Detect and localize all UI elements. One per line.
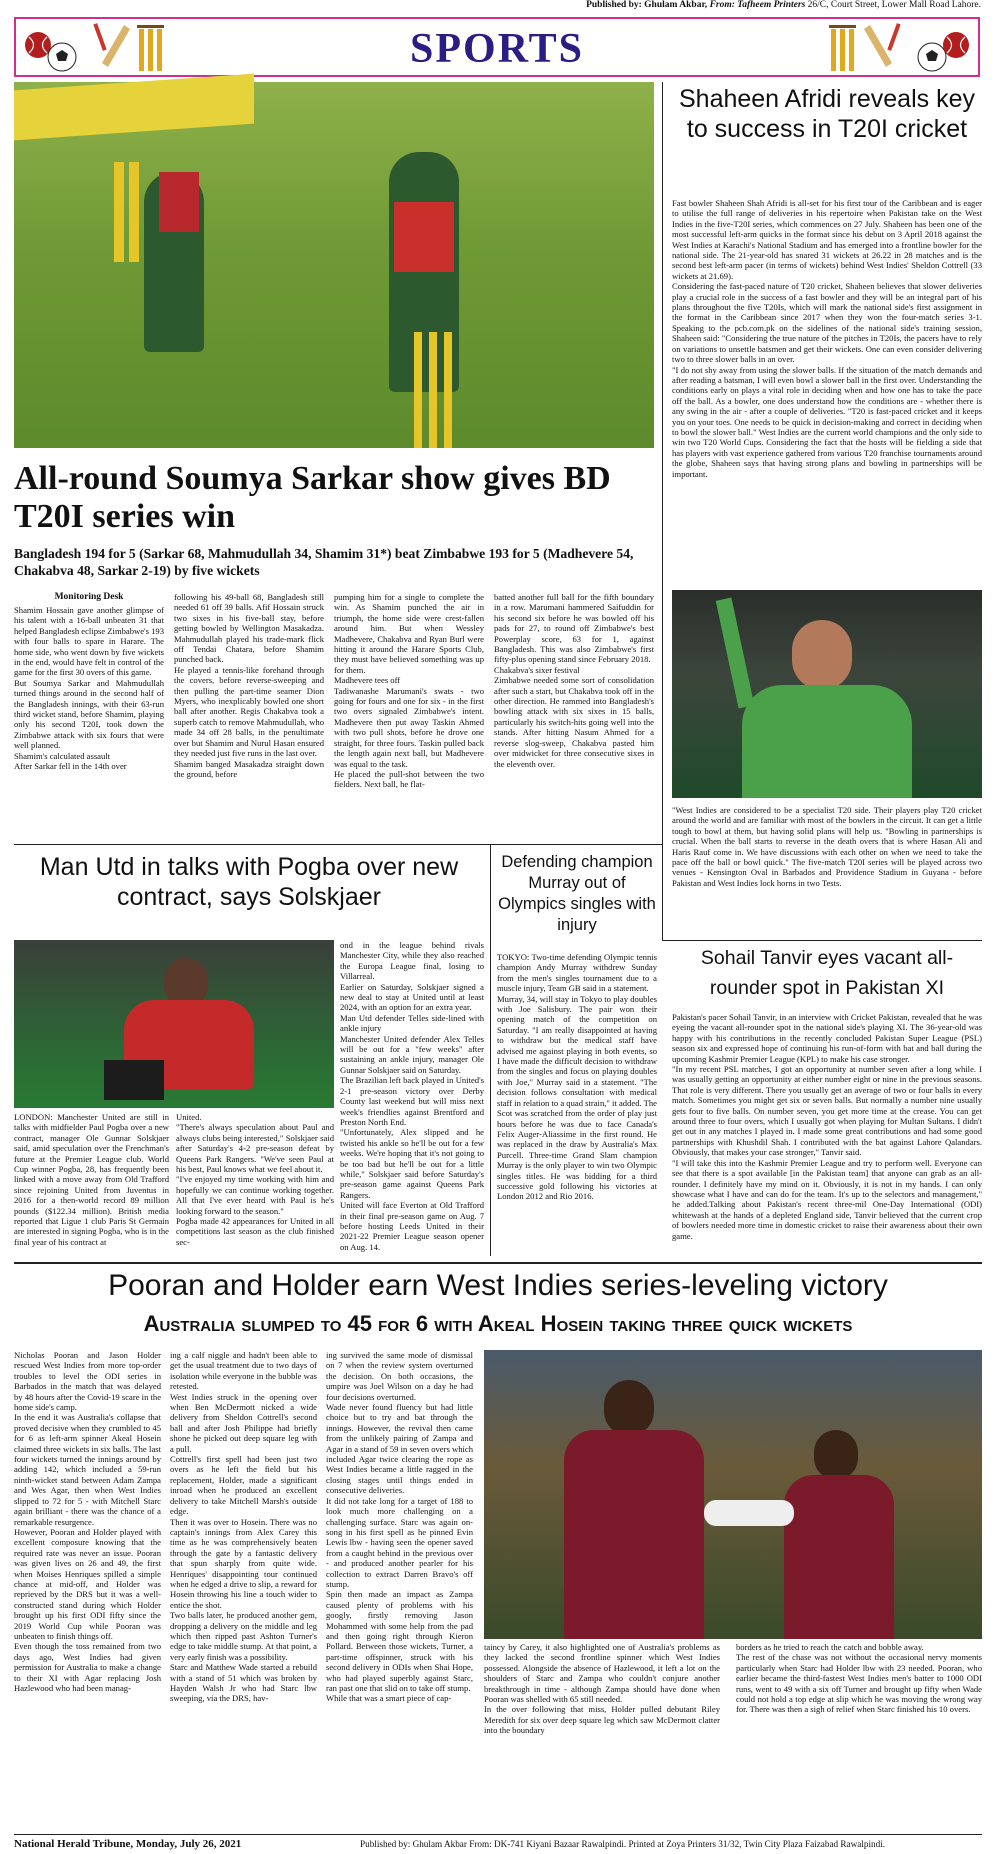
pooran-subhead: Australia slumped to 45 for 6 with Akeal Hosein taking three quick wickets [143, 1311, 853, 1336]
pooran-column-2: ing a calf niggle and hadn't been able to get the usual treatment due to two days of isolation while everyone in the bubble was retested. West Indies struck in the opening over when Ben McDermott nicked a wide delivery from Sheldon Cottrell's second ball and after Josh Philippe had briefly shone he picked out deep square leg with a pull. Cottrell's first spell had been just two overs as he left the field but his replacement, Holder, made a significant inroad when he produced an excellent delivery to take Mitchell Marsh's outside edge. Then it was over to Hosein. There was no captain's innings from Alex Carey this time as he was comprehensively beaten through the gate by a fantastic delivery that spun sharply from quite wide. Henriques' disappointing tour continued when he edged a drive to slip, a reward for Hosein throwing his line a touch wider to entice the shot. Two balls later, he produced another gem, dropping a delivery on the middle and leg which then ripped past Ashton Turner's edge to take middle stump. At that point, a very early finish was a possibility. Starc and Matthew Wade started a rebuild with a stand of 51 which was broken by Hayden Walsh Jr who had Starc lbw sweeping, via the DRS, hav- [170, 1350, 318, 1704]
printer-address: 26/C, Court Street, Lower Mall Road Lahore. [807, 0, 981, 10]
murray-headline: Defending champion Murray out of Olympics singles with injury [498, 853, 656, 934]
cricket-ball-icon [940, 29, 972, 61]
bangladesh-byline: Monitoring Desk [54, 592, 124, 602]
pooran-headline: Pooran and Holder earn West Indies series-leveling victory [108, 1269, 888, 1302]
bangladesh-column-2: following his 49-ball 68, Bangladesh still needed 61 off 39 balls. Afif Hossain struck two sixes in his five-ball stay, before getting bowled by Wellington Masakadza. Mahmudullah played his trade-mark flick off Tendai Chatara, before Shamim punched back. He played a tennis-like forehand through the covers, before reverse-sweeping and then pulling the part-time seamer Dion Myers, who inexplicably bowled one short ball after another. Regis Chakabva took a superb catch to remove Mahmudullah, who made 34 off 28 balls, in the penultimate over but Shamim and Nurul Hasan ensured they needed just five runs in the last over. Shamim banged Masakadza straight down the ground, before [174, 592, 324, 779]
publisher-name: Ghulam Akbar, [644, 0, 708, 10]
section-rule [14, 844, 662, 845]
murray-body: TOKYO: Two-time defending Olympic tennis champion Andy Murray withdrew Sunday from the men's singles tournament due to a muscle injury, Team GB said in a statement. Murray, 34, will stay in Tokyo to play doubles with Joe Salisbury. The pair won their opening match of the competition on Saturday. "I am really disappointed at having to withdraw but the medical staff have advised me against playing in both events, so I have made the difficult decision to withdraw from the singles and focus on playing doubles with Joe," Murray said in a statement. "The decision follows consultation with medical staff in relation to a quad strain," it added. The Scot was scratched from the order of play just hours before he was due to face Canada's Felix Auger-Aliassime in the first round. He was replaced in the draw by Australia's Max Purcell. Three-time Grand Slam champion Murray is the only player to win two Olympic singles titles. He was bidding for a third successive gold following his victories at London 2012 and Rio 2016. [497, 952, 657, 1202]
column-rule [662, 82, 663, 940]
bangladesh-column-3: pumping him for a single to complete the win. As Shamim punched the air in triumph, the home side were crest-fallen around him. But when Wessley Madhevere, Chakabva and Ryan Burl were hitting it around the Harare Sports Club, they must have believed something was up for them. Madhevere tees off Tadiwanashe Marumani's swats - two going for fours and one for six - in the first two overs signaled Zimbabwe's intent. Madhevere then put away Taskin Ahmed with two pull shots, before he drove one straight, for three fours. Taskin pulled back the length again next ball, but Madhevere was equal to the task. He placed the pull-shot between the two fielders. Next ball, he flat- [334, 592, 484, 790]
bangladesh-column-1: Shamim Hossain gave another glimpse of his talent with a 16-ball unbeaten 31 that helped Bangladesh eclipse Zimbabwe's 193 with four balls to spare in Harare. The home side, who went down by five wickets in the end, would have felt in control of the game for the first 30 overs of this game. But Soumya Sarkar and Mahmudullah turned things around in the second half of the Bangladesh innings, with their 63-run third wicket stand, before Shamim, playing only his second T20I, took down the Zimbabwe attack with six fours that were well planned. Shamim's calculated assault After Sarkar fell in the 14th over [14, 605, 164, 772]
bangladesh-deck: Bangladesh 194 for 5 (Sarkar 68, Mahmudullah 34, Shamim 31*) beat Zimbabwe 193 for 5 (Madhevere 54, Chakabva 48, Sarkar 2-19) by five wickets [14, 546, 634, 578]
sohail-body: Pakistan's pacer Sohail Tanvir, in an interview with Cricket Pakistan, revealed that he was eyeing the vacant all-rounder spot in the national side's playing XI. The 36-year-old was happy with his contributions in the recently concluded Pakistan Super League (PSL) season six and expressed hope of continuing his run-of-form with bat and ball during the upcoming Kashmir Premier League (KPL) to make his case stronger. "In my recent PSL matches, I got an opportunity at number seven after a long while. I was usually getting an opportunity at either number eight or nine in the previous seasons. That role is very different. There you usually get an average of two or four balls in every match. Sometimes you might get six or seven balls. But normally a number nine usually gets four to five balls. On number seven, you get more time at the crease. You can get around three to four overs, which I usually got when playing for Multan Sultans. I didn't get out in any matches I played in. I made some great contributions and had some good partnerships with Khushdil Shah. I contributed with the bat against Lahore Qalandars. Obviously, that makes your case stronger," Tanvir said. "I will take this into the Kashmir Premier League and try to perform well. Everyone can see that there is a spot available [in the Pakistan team] that anyone can grab as an all-rounder. I definitely have my mind on it. Obviously, it is not in my hands. I can only showcase what I have and can do for the team. It's up to the selectors and management," he added.Talking about Pakistan's recent three-mil One-Day International (ODI) whitewash at the hands of a depleted England side, Tanvir believed that the current crop of bowlers needed more time in domestic cricket to raise their awareness about their own game. [672, 1012, 982, 1241]
section-banner [14, 17, 980, 77]
bangladesh-headline: All-round Soumya Sarkar show gives BD T20I series win [14, 460, 611, 535]
shaheen-body-top: Fast bowler Shaheen Shah Afridi is all-set for his first tour of the Caribbean and is eager to utilise the full range of deliveries in his repertoire when Pakistan take on the West Indies in the five-T20I series, which commences on 27 July. Shaheen has been one of the most successful left-arm quicks in the format since his debut on 3 April 2018 against the West Indies at Karachi's National Stadium and has emerged into a frontline bowler for the national side. The 21-year-old has snared 31 wickets at 26.22 in 28 matches and is the second best left-arm pacer (in terms of wickets) behind West Indies' Sheldon Cottrell (33 wickets at 21.69). Considering the fast-paced nature of T20 cricket, Shaheen believes that slower deliveries play a crucial role in the success of a fast bowler and they will be an integral part of his plans throughout the five T20Is, which will mark the national side's first assignment in the format in the Caribbean since 2017 when they won the four-match series 3-1. Speaking to the pcb.com.pk on the sidelines of the national side's training session, Shaheen said: "Considering the true nature of the pitches in T20Is, the pacers have to rely on variations to unsettle batsmen and get their wickets. One can even consider delivering two to three slower balls in an over. "I do not shy away from using the slower balls. If the situation of the match demands and after reading a batsman, I will even bowl a slower ball in the first over. Understanding the conditions early on plays a vital role in deciding when and how one has to take the pace off the ball. As a bowler, one does understand how the conditions are - whether there is any swing in the air - after a couple of deliveries. "T20 is fast-paced cricket and it keeps you on your toes. One needs to be quick in decision-making and correct in deciding when to bowl the slower ball." West Indies are the current world champions and the only side to win two T20 World Cups. Considering the fact that the hosts will be fielding a side that has players with vast experience gathered from various T20 franchise tournaments around the globe, Shaheen says that having strong plans and bowling in partnerships will be important. [672, 198, 982, 479]
footer-dateline: National Herald Tribune, Monday, July 26, 2021 [14, 1838, 242, 1850]
bangladesh-column-4: batted another full ball for the fifth boundary in a row. Marumani hammered Saifuddin for his second six before he was bowled off his pads for 27, to round off Zimbabwe's best Powerplay score, 63 for 1, against Bangladesh. This was also Zimbabwe's first fifty-plus opening stand since February 2018. Chakabva's sixer festival Zimbabwe needed some sort of consolidation after such a start, but Chakabva took off in the other direction. He rammed into Bangladesh's bowling attack with six sixes in 15 balls, particularly his switch-hits going well into the stands. After hitting Nasum Ahmed for a reverse slog-sweep, Chakabva pasted him over midwicket for three consecutive sixes in the eleventh over. [494, 592, 654, 769]
shaheen-headline: Shaheen Afridi reveals key to success in T20I cricket [678, 85, 975, 143]
pogba-column-1: LONDON: Manchester United are still in talks with midfielder Paul Pogba over a new contract, manager Ole Gunnar Solskjaer said, amid speculation over the Frenchman's future at the Premier League club. World Cup winner Pogba, 28, has frequently been linked with a move away from Old Trafford since rejoining United from Juventus in 2016 for a then-world record 89 million pounds ($122.34 million). British media reported that Ligue 1 club Paris St Germain are interested in signing Pogba, who is in the final year of his contract at [14, 1112, 169, 1247]
photo-paul-pogba [14, 940, 334, 1108]
photo-shaheen-afridi [672, 590, 982, 798]
shaheen-body-bottom: "West Indies are considered to be a specialist T20 side. Their players play T20 cricket around the world and are familiar with most of the bowlers in the circuit. It can get a little tough to bowl at them, but having solid plans will help us. "Bowling in partnerships is crucial. When the ball starts to reverse in the death overs that is where Hasan Ali and Haris Rauf come in. We have discussions with each other on when we need to take the pace off the ball or bowl quick." The five-match T20I series will be played across two venues - Kensington Oval in Barbados and Providence Stadium in Guyana - before Pakistan and West Indies lock horns in two Tests. [672, 805, 982, 888]
section-rule [14, 1262, 982, 1264]
published-by-prefix: Published by: [586, 0, 642, 10]
sohail-headline: Sohail Tanvir eyes vacant all-rounder spot in Pakistan XI [700, 947, 954, 999]
pooran-column-4: taincy by Carey, it also highlighted one of Australia's problems as they lacked the second frontline spinner which West Indies possessed. Alongside the absence of Hazlewood, it left a lot on the shoulders of Starc and Zampa who couldn't conjure another breakthrough in time - although Zampa should have done when Pooran was shelled with 65 still needed. In the over following that miss, Holder pulled debutant Riley Meredith for six over deep square leg which saw McDermott clatter into the boundary [484, 1642, 720, 1736]
pogba-side-column: ond in the league behind rivals Manchester City, while they also reached the Europa League final, losing to Villarreal. Earlier on Saturday, Solskjaer signed a new deal to stay at United until at least 2024, with an option for an extra year. Man Utd defender Telles side-lined with ankle injury Manchester United defender Alex Telles will be out for a "few weeks" after sustaining an ankle injury, manager Ole Gunnar Solskjaer said on Saturday. The Brazilian left back played in United's 2-1 pre-season victory over Derby County last weekend but will miss next week's friendlies against Brentford and Preston North End. "Unfortunately, Alex slipped and he twisted his ankle so he'll be out for a few weeks. We're hoping that it's not going to be too bad but he'll be out for a little while," Solskjaer said before Saturday's pre-season game against Queens Park Rangers. United will face Everton at Old Trafford in their final pre-season game on Aug. 7 before hosting Leeds United in their 2021-22 Premier League season opener on Aug. 14. [340, 940, 484, 1252]
section-title: SPORTS [410, 26, 584, 72]
from-label: From: [709, 0, 735, 10]
pogba-headline: Man Utd in talks with Pogba over new contract, says Solskjaer [39, 853, 459, 911]
pooran-column-3: ing survived the same mode of dismissal on 7 when the review system overturned the decision. On both occasions, the umpire was Joel Wilson on a day he had four decisions overturned. Wade never found fluency but had little choice but to try and bat through the innings. However, the revival then came from the unlikely pairing of Zampa and Agar in a stand of 59 in seven overs which included Agar twice clearing the rope as West Indies became a little ragged in the closing stages until things ended in consecutive deliveries. It did not take long for a target of 188 to look much more challenging on a challenging surface. Starc was again on-song in his first spell as he pinned Evin Lewis lbw - having seen the opener saved from a caught behind in the previous over - and produced another pearler for his collection to extract Darren Bravo's off stump. Spin then made an impact as Zampa caused plenty of problems with his googly, firstly removing Jason Mohammed with some help from the pad and then going right through Kieron Pollard. Between those wickets, Turner, a part-time offspinner, struck with his second delivery in ODIs when Shai Hope, who had played superbly against Starc, ran past one that slid on to take off stump. While that was a smart piece of cap- [326, 1350, 473, 1704]
footer-rule [14, 1834, 982, 1835]
photo-pooran-holder [484, 1350, 982, 1639]
pooran-column-1: Nicholas Pooran and Jason Holder rescued West Indies from more top-order troubles to level the ODI series in Barbados in the match that was delayed by 48 hours after the Covid-19 scare in the home side's camp. In the end it was Australia's collapse that proved decisive when they crumbled to 45 for 6 as left-arm spinner Akeal Hosein claimed three wickets in six balls. The last four wickets turned the innings around by adding 142, which included a 59-run ninth-wicket stand between Adam Zampa and Wes Agar, then when West Indies slipped to 72 for 5 - with Mitchell Starc again brilliant - there was the chance of a remarkable resurgence. However, Pooran and Holder played with excellent composure knowing that the required rate was never an issue. Pooran was given lives on 26 and 49, the first when Moises Henriques spilled a simple chance at mid-off, and Holder was reprieved by the DRS but it was a well-constructed stand during which Holder brought up his first ODI fifty since the 2019 World Cup while Pooran was unbeaten to finish things off. Even though the toss remained from two days ago, West Indies had given permission for Australia to make a change to their XI with Agar replacing Josh Hazlewood who had been manag- [14, 1350, 162, 1693]
footer-publisher: Published by: Ghulam Akbar From: DK-741 Kiyani Bazaar Rawalpindi. Printed at Zoya Printers 31/32, Twin City Plaza Faizabad Rawalpindi. [360, 1839, 886, 1849]
printer-name: Tafheem Printers [737, 0, 806, 10]
publisher-line [586, 0, 981, 10]
bat-icon [860, 21, 900, 75]
wicket-icon [826, 23, 860, 73]
pogba-column-2: United. "There's always speculation about Paul and always clubs being interested," Solskjaer said after Saturday's 4-2 pre-season defeat by Queens Park Rangers. "We've seen Paul at his best, Paul knows what we feel about it. "I've enjoyed my time working with him and hopefully we can continue working together. All that I've ever heard with Paul is he's looking forward to the season." Pogba made 42 appearances for United in all competitions last season as the club finished sec- [176, 1112, 334, 1247]
pooran-column-5: borders as he tried to reach the catch and bobble away. The rest of the chase was not without the occasional nervy moments particularly when Starc had Holder lbw with 23 needed. Pooran, who earlier became the third-fastest West Indies men's batter to 1000 ODI runs, went to 49 with a six off Turner and brought up fifty when Wade could not hold a top edge at slip which he was moving the wrong way for. There was then a sigh of relief when Starc finished his 10 overs. [736, 1642, 982, 1715]
column-rule [490, 844, 491, 1256]
photo-bangladesh-celebration [14, 82, 654, 448]
section-rule [662, 940, 982, 941]
